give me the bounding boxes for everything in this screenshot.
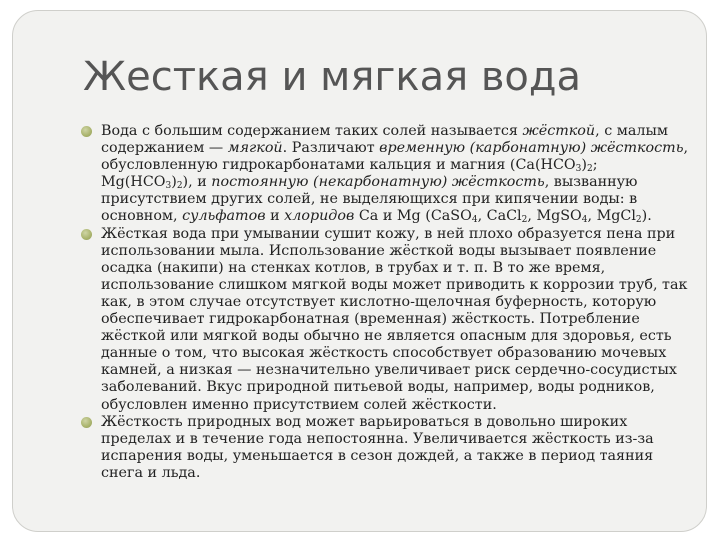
italic-term: мягкой xyxy=(227,140,283,157)
italic-term: хлоридов xyxy=(284,208,355,225)
subscript: 2 xyxy=(521,215,528,226)
text-fragment: , с малым содержанием — xyxy=(101,123,668,157)
text-fragment: Жёсткость природных вод может варьироваться в довольно широких пределах и в течение года непостоянна. Увеличивается жёсткость из-за испарения воды, уменьшается в сезон дождей, а также в период таяния снега и льда. xyxy=(101,413,654,481)
italic-term: постоянную (некарбонатную) жёсткость xyxy=(211,174,545,191)
text-fragment: Вода с большим содержанием таких солей называется xyxy=(101,123,523,139)
slide xyxy=(12,10,707,532)
text-fragment: . Различают xyxy=(282,140,380,157)
subscript: 2 xyxy=(176,181,183,192)
text-fragment: , обусловленную гидрокарбонатами кальция и магния (Ca(HCO xyxy=(101,140,689,174)
subscript: 3 xyxy=(165,181,172,192)
italic-term: временную (карбонатную) жёсткость xyxy=(379,140,684,157)
subscript: 4 xyxy=(471,215,478,226)
bullet-item xyxy=(81,414,693,482)
bullet-icon xyxy=(81,126,92,137)
italic-term: жёсткой xyxy=(522,123,596,139)
subscript: 4 xyxy=(581,215,588,226)
text-fragment: ), и xyxy=(182,174,212,191)
bullet-item xyxy=(81,123,693,226)
bullet-icon xyxy=(81,229,92,240)
text-fragment: ). xyxy=(641,208,652,225)
text-fragment: Жёсткая вода при умывании сушит кожу, в ней плохо образуется пена при использовании мыла. Использование жёсткой воды вызывает появление осадка (накипи) на стенках котлов, в трубах и т. п. В то же время, использование слишком мягкой воды может приводить к коррозии труб, так как, в этом случае отсутствует кислотно-щелочная буферность, которую обеспечивает гидрокарбонатная (временная) жёсткость. Потребление жёсткой или мягкой воды обычно не является опасным для здоровья, есть данные о том, что высокая жёсткость способствует образованию мочевых камней, а низкая — незначительно увеличивает риск сердечно-сосудистых заболеваний. Вкус природной питьевой воды, например, воды родников, обусловлен именно присутствием солей жёсткости. xyxy=(101,225,688,413)
bullet-item xyxy=(81,226,693,414)
text-fragment: , MgSO xyxy=(527,208,582,225)
text-fragment: , CaCl xyxy=(477,208,522,225)
text-fragment: и xyxy=(265,208,285,225)
italic-term: сульфатов xyxy=(182,208,266,225)
text-fragment: Ca и Mg (CaSO xyxy=(354,208,472,225)
subscript: 2 xyxy=(586,164,593,175)
bullet-list xyxy=(81,123,693,482)
text-fragment: ) xyxy=(171,174,177,191)
text-fragment: , MgCl xyxy=(587,208,636,225)
text-fragment: , вызванную присутствием других солей, не выделяющихся при кипячении воды: в основном, xyxy=(101,174,638,225)
bullet-icon xyxy=(81,417,92,428)
subscript: 3 xyxy=(575,164,582,175)
text-fragment: ) xyxy=(581,157,587,174)
text-fragment: ; Mg(HCO xyxy=(101,157,598,191)
subscript: 2 xyxy=(635,215,642,226)
slide-title: Жесткая и мягкая вода xyxy=(83,54,582,100)
